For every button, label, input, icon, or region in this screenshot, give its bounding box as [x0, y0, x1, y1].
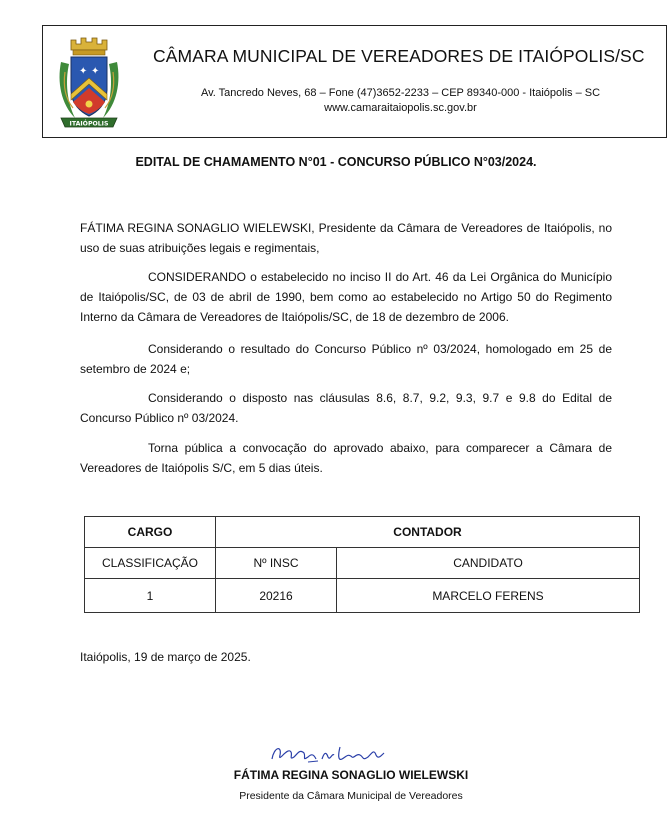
paragraph-convocacao: Torna pública a convocação do aprovado abaixo, para comparecer a Câmara de Vereadores de Itaiópolis S/C, em 5 dias úteis. [80, 441, 612, 475]
paragraph-considerando-resultado: Considerando o resultado do Concurso Público nº 03/2024, homologado em 25 de setembro de 2024 e; [80, 342, 612, 376]
letterhead [42, 25, 667, 138]
table-column-headers [85, 548, 640, 579]
date-line: Itaiópolis, 19 de março de 2025. [80, 650, 251, 664]
table-row [85, 579, 640, 613]
column-header-candidato: CANDIDATO [337, 548, 640, 579]
table-header-row [85, 517, 640, 548]
candidato-cell: MARCELO FERENS [337, 579, 640, 613]
column-header-classificacao: CLASSIFICAÇÃO [85, 548, 216, 579]
classificacao-cell: 1 [85, 579, 216, 613]
paragraph-opening: FÁTIMA REGINA SONAGLIO WIELEWSKI, Presidente da Câmara de Vereadores de Itaiópolis, no uso de suas atribuições legais e regimentais, [80, 221, 612, 255]
svg-text:✦: ✦ [79, 66, 88, 77]
cargo-value-cell: CONTADOR [216, 517, 640, 548]
svg-text:✦: ✦ [91, 66, 100, 77]
cargo-label-cell: CARGO [85, 517, 216, 548]
paragraph-considerando-clausulas: Considerando o disposto nas cláusulas 8.6, 8.7, 9.2, 9.3, 9.7 e 9.8 do Edital de Concurso Público nº 03/2024. [80, 391, 612, 425]
document-title: EDITAL DE CHAMAMENTO N°01 - CONCURSO PÚBLICO N°03/2024. [135, 155, 537, 169]
svg-text:ITAIÓPOLIS: ITAIÓPOLIS [69, 120, 109, 128]
institution-address [143, 86, 658, 116]
column-header-inscricao: Nº INSC [216, 548, 337, 579]
signatory-name: FÁTIMA REGINA SONAGLIO WIELEWSKI [233, 768, 469, 782]
municipal-coat-of-arms-icon [57, 32, 121, 132]
signatory-role: Presidente da Câmara Municipal de Vereadores [239, 790, 463, 802]
institution-name: CÂMARA MUNICIPAL DE VEREADORES DE ITAIÓPOLIS/SC [153, 46, 645, 66]
website-line: www.camaraitaiopolis.sc.gov.br [324, 102, 477, 114]
results-table [84, 516, 640, 613]
address-line: Av. Tancredo Neves, 68 – Fone (47)3652-2233 – CEP 89340-000 - Itaiópolis – SC [200, 87, 601, 99]
paragraph-considerando-lei-organica: CONSIDERANDO o estabelecido no inciso II do Art. 46 da Lei Orgânica do Município de Itaiópolis/SC, de 03 de abril de 1990, bem como ao estabelecido no Artigo 50 do Regimento Interno da Câmara de Vereadores de Itaiópolis/SC, de 18 de dezembro de 2006. [80, 270, 612, 324]
inscricao-cell: 20216 [216, 579, 337, 613]
